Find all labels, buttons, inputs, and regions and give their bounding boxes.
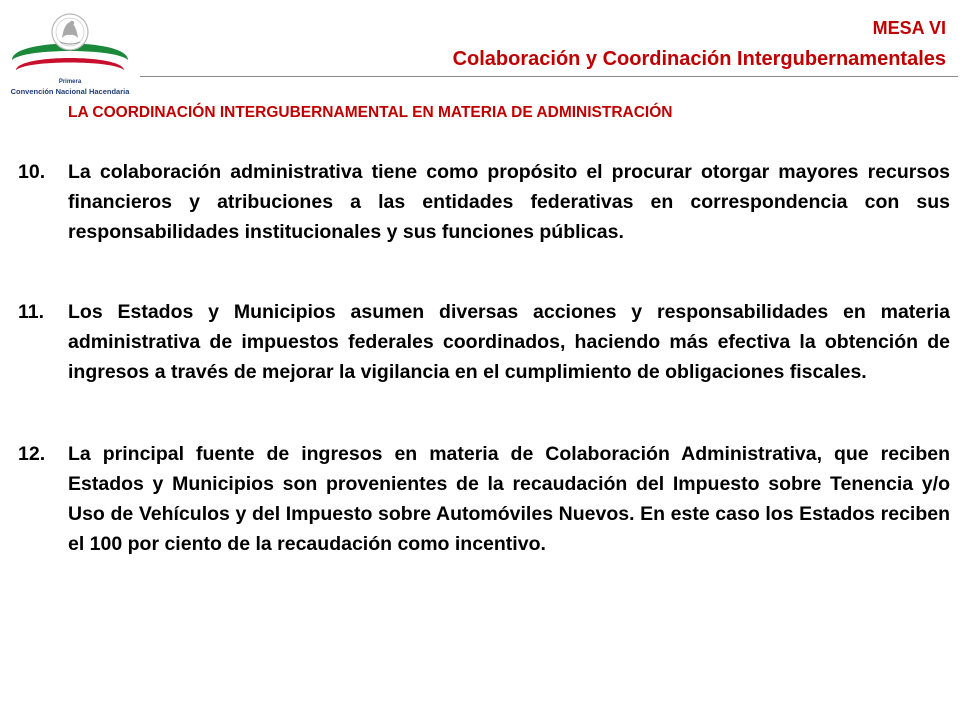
section-title: LA COORDINACIÓN INTERGUBERNAMENTAL EN MATERIA DE ADMINISTRACIÓN bbox=[68, 104, 673, 121]
logo-line-primera: Primera bbox=[58, 79, 82, 85]
logo-line-convention: Convención Nacional Hacendaria bbox=[10, 87, 130, 96]
item-text: La colaboración administrativa tiene como propósito el procurar otorgar mayores recursos financieros y atribuciones a las entidades federativas en correspondencia con sus responsabilidades institucionales y sus funciones públicas. bbox=[68, 161, 950, 243]
mesa-label: MESA VI bbox=[872, 18, 946, 38]
header-divider bbox=[140, 76, 958, 77]
page-subtitle: Colaboración y Coordinación Intergubernamentales bbox=[452, 48, 946, 70]
convention-logo bbox=[6, 8, 134, 100]
item-number: 11. bbox=[18, 301, 45, 323]
item-number: 10. bbox=[18, 161, 46, 183]
item-text: Los Estados y Municipios asumen diversas acciones y responsabilidades en materia administrativa de impuestos federales coordinados, haciendo más efectiva la obtención de ingresos a través de mejorar la vigilancia en el cumplimiento de obligaciones fiscales. bbox=[68, 301, 950, 383]
item-text: La principal fuente de ingresos en materia de Colaboración Administrativa, que reciben Estados y Municipios son provenientes de la recaudación del Impuesto sobre Tenencia y/o Uso de Vehículos y del Impuesto sobre Automóviles Nuevos. En este caso los Estados reciben el 100 por ciento de la recaudación como incentivo. bbox=[68, 443, 950, 555]
item-number: 12. bbox=[18, 443, 46, 465]
logo-emblem-icon bbox=[6, 8, 134, 80]
